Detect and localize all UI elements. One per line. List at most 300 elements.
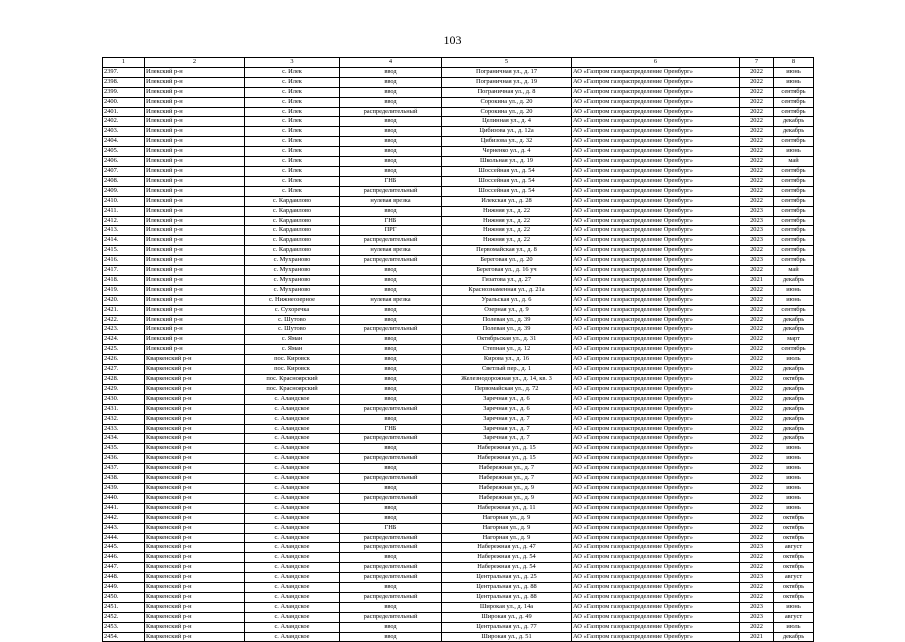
cell-row-number: 2432. [103,414,145,424]
cell-month: октябрь [774,523,814,533]
cell-district: Кваркенский р-н [145,523,245,533]
cell-address: Первомайская ул., д. 72 [442,384,572,394]
cell-address: Шоссейная ул., д. 54 [442,176,572,186]
cell-address: Степная ул., д. 12 [442,345,572,355]
cell-year: 2022 [740,583,774,593]
cell-year: 2022 [740,345,774,355]
cell-pipeline-type: ввод [340,553,442,563]
cell-month: сентябрь [774,97,814,107]
cell-settlement: с. Аландское [245,513,340,523]
table-row [103,206,814,216]
cell-address: Нагорная ул., д. 9 [442,533,572,543]
table-row [103,444,814,454]
cell-year: 2022 [740,622,774,632]
cell-address: Илекская ул., д. 28 [442,196,572,206]
cell-row-number: 2445. [103,543,145,553]
cell-district: Илекский р-н [145,275,245,285]
cell-row-number: 2407. [103,166,145,176]
table-row [103,137,814,147]
cell-pipeline-type: распределительный [340,533,442,543]
cell-district: Илекский р-н [145,166,245,176]
cell-settlement: с. Аландское [245,553,340,563]
cell-month: декабрь [774,424,814,434]
cell-month: июнь [774,602,814,612]
table-row [103,226,814,236]
cell-district: Илекский р-н [145,176,245,186]
cell-row-number: 2447. [103,563,145,573]
cell-month: июнь [774,493,814,503]
cell-row-number: 2450. [103,592,145,602]
cell-settlement: с. Шутово [245,325,340,335]
table-row [103,632,814,642]
cell-address: Нагорная ул., д. 9 [442,513,572,523]
cell-year: 2022 [740,384,774,394]
cell-address: Краснознаменная ул., д. 21а [442,285,572,295]
table-row [103,196,814,206]
table-row [103,345,814,355]
cell-district: Илекский р-н [145,196,245,206]
table-row [103,295,814,305]
cell-district: Кваркенский р-н [145,404,245,414]
cell-year: 2022 [740,434,774,444]
cell-row-number: 2409. [103,186,145,196]
cell-settlement: с. Аландское [245,493,340,503]
table-row [103,77,814,87]
cell-address: Школьная ул., д. 19 [442,157,572,167]
cell-organization: АО «Газпром газораспределение Оренбург» [572,87,740,97]
table-row [103,305,814,315]
cell-month: декабрь [774,434,814,444]
cell-year: 2023 [740,216,774,226]
cell-organization: АО «Газпром газораспределение Оренбург» [572,464,740,474]
cell-organization: АО «Газпром газораспределение Оренбург» [572,176,740,186]
cell-address: Гизатова ул., д. 27 [442,275,572,285]
cell-settlement: с. Илек [245,107,340,117]
cell-year: 2022 [740,157,774,167]
cell-row-number: 2436. [103,454,145,464]
cell-year: 2021 [740,275,774,285]
cell-address: Заречная ул., д. 7 [442,424,572,434]
table-row [103,622,814,632]
cell-year: 2022 [740,186,774,196]
cell-district: Илекский р-н [145,236,245,246]
cell-district: Илекский р-н [145,87,245,97]
cell-month: июнь [774,483,814,493]
table-row [103,424,814,434]
cell-month: март [774,335,814,345]
cell-row-number: 2413. [103,226,145,236]
cell-month: сентябрь [774,206,814,216]
cell-district: Кваркенский р-н [145,483,245,493]
cell-organization: АО «Газпром газораспределение Оренбург» [572,285,740,295]
cell-month: декабрь [774,394,814,404]
cell-district: Кваркенский р-н [145,602,245,612]
cell-settlement: с. Аландское [245,543,340,553]
cell-address: Пограничная ул., д. 19 [442,77,572,87]
cell-month: октябрь [774,375,814,385]
cell-organization: АО «Газпром газораспределение Оренбург» [572,394,740,404]
cell-year: 2023 [740,226,774,236]
cell-pipeline-type: ввод [340,384,442,394]
cell-year: 2022 [740,295,774,305]
cell-month: сентябрь [774,196,814,206]
cell-month: июнь [774,147,814,157]
cell-organization: АО «Газпром газораспределение Оренбург» [572,454,740,464]
cell-row-number: 2418. [103,275,145,285]
cell-settlement: с. Аландское [245,434,340,444]
table-row [103,513,814,523]
cell-row-number: 2419. [103,285,145,295]
table-row [103,87,814,97]
cell-organization: АО «Газпром газораспределение Оренбург» [572,117,740,127]
cell-address: Заречная ул., д. 7 [442,414,572,424]
cell-row-number: 2414. [103,236,145,246]
cell-pipeline-type: ввод [340,157,442,167]
cell-year: 2022 [740,444,774,454]
cell-organization: АО «Газпром газораспределение Оренбург» [572,583,740,593]
cell-month: сентябрь [774,305,814,315]
cell-row-number: 2405. [103,147,145,157]
cell-organization: АО «Газпром газораспределение Оренбург» [572,325,740,335]
column-number: 7 [740,58,774,68]
cell-pipeline-type: распределительный [340,186,442,196]
cell-row-number: 2398. [103,77,145,87]
cell-pipeline-type: ввод [340,77,442,87]
cell-organization: АО «Газпром газораспределение Оренбург» [572,533,740,543]
cell-address: Набережная ул., д. 54 [442,563,572,573]
cell-month: июнь [774,454,814,464]
cell-organization: АО «Газпром газораспределение Оренбург» [572,543,740,553]
cell-address: Набережная ул., д. 7 [442,474,572,484]
cell-year: 2021 [740,632,774,642]
cell-settlement: с. Илек [245,77,340,87]
cell-settlement: с. Аландское [245,573,340,583]
cell-pipeline-type: ввод [340,206,442,216]
column-number: 5 [442,58,572,68]
cell-row-number: 2452. [103,612,145,622]
table-row [103,394,814,404]
cell-address: Береговая ул., д. 16 уч [442,266,572,276]
cell-pipeline-type: ввод [340,137,442,147]
cell-pipeline-type: распределительный [340,612,442,622]
cell-organization: АО «Газпром газораспределение Оренбург» [572,553,740,563]
table-row [103,434,814,444]
cell-year: 2022 [740,315,774,325]
gasification-register-table [102,57,814,642]
cell-pipeline-type: нулевая врезка [340,196,442,206]
cell-organization: АО «Газпром газораспределение Оренбург» [572,513,740,523]
cell-district: Кваркенский р-н [145,424,245,434]
cell-organization: АО «Газпром газораспределение Оренбург» [572,474,740,484]
cell-district: Кваркенский р-н [145,563,245,573]
cell-settlement: пос. Кировск [245,355,340,365]
cell-district: Кваркенский р-н [145,365,245,375]
cell-organization: АО «Газпром газораспределение Оренбург» [572,157,740,167]
cell-row-number: 2426. [103,355,145,365]
cell-settlement: с. Илек [245,186,340,196]
cell-month: сентябрь [774,216,814,226]
cell-year: 2022 [740,464,774,474]
table-row [103,464,814,474]
cell-row-number: 2397. [103,67,145,77]
cell-pipeline-type: ввод [340,444,442,454]
cell-pipeline-type: ввод [340,166,442,176]
cell-settlement: с. Нижнеозерное [245,295,340,305]
cell-organization: АО «Газпром газораспределение Оренбург» [572,602,740,612]
cell-district: Кваркенский р-н [145,573,245,583]
cell-district: Илекский р-н [145,117,245,127]
cell-address: Заречная ул., д. 6 [442,404,572,414]
cell-pipeline-type: ввод [340,345,442,355]
cell-row-number: 2403. [103,127,145,137]
cell-row-number: 2434. [103,434,145,444]
cell-organization: АО «Газпром газораспределение Оренбург» [572,67,740,77]
cell-settlement: с. Мухраново [245,285,340,295]
table-row [103,246,814,256]
cell-district: Илекский р-н [145,216,245,226]
cell-year: 2022 [740,394,774,404]
cell-district: Кваркенский р-н [145,454,245,464]
cell-year: 2022 [740,563,774,573]
cell-row-number: 2437. [103,464,145,474]
cell-row-number: 2411. [103,206,145,216]
cell-pipeline-type: ввод [340,147,442,157]
cell-address: Центральная ул., д. 88 [442,592,572,602]
cell-district: Кваркенский р-н [145,503,245,513]
cell-address: Набережная ул., д. 47 [442,543,572,553]
cell-address: Нижняя ул., д. 22 [442,226,572,236]
table-row [103,533,814,543]
cell-settlement: с. Мухраново [245,275,340,285]
cell-row-number: 2412. [103,216,145,226]
cell-organization: АО «Газпром газораспределение Оренбург» [572,404,740,414]
cell-organization: АО «Газпром газораспределение Оренбург» [572,483,740,493]
table-row [103,553,814,563]
cell-district: Илекский р-н [145,186,245,196]
cell-settlement: с. Аландское [245,424,340,434]
cell-month: октябрь [774,583,814,593]
cell-organization: АО «Газпром газораспределение Оренбург» [572,127,740,137]
cell-settlement: с. Илек [245,117,340,127]
cell-settlement: с. Аландское [245,632,340,642]
cell-district: Кваркенский р-н [145,384,245,394]
cell-organization: АО «Газпром газораспределение Оренбург» [572,275,740,285]
cell-settlement: с. Илек [245,147,340,157]
cell-pipeline-type: распределительный [340,563,442,573]
cell-year: 2023 [740,543,774,553]
table-row [103,107,814,117]
cell-district: Кваркенский р-н [145,434,245,444]
cell-row-number: 2429. [103,384,145,394]
cell-address: Полевая ул., д. 39 [442,315,572,325]
cell-pipeline-type: ГНБ [340,216,442,226]
cell-organization: АО «Газпром газораспределение Оренбург» [572,107,740,117]
table-row [103,216,814,226]
cell-district: Илекский р-н [145,335,245,345]
cell-organization: АО «Газпром газораспределение Оренбург» [572,493,740,503]
cell-district: Илекский р-н [145,295,245,305]
table-row [103,483,814,493]
cell-address: Сорокина ул., д. 20 [442,107,572,117]
table-row [103,176,814,186]
table-row [103,275,814,285]
cell-row-number: 2401. [103,107,145,117]
cell-year: 2022 [740,404,774,414]
cell-district: Илекский р-н [145,206,245,216]
cell-settlement: пос. Кировск [245,365,340,375]
cell-year: 2022 [740,67,774,77]
cell-address: Центральная ул., д. 25 [442,573,572,583]
cell-row-number: 2438. [103,474,145,484]
cell-address: Широкая ул., д. 51 [442,632,572,642]
cell-month: декабрь [774,632,814,642]
cell-month: октябрь [774,553,814,563]
cell-organization: АО «Газпром газораспределение Оренбург» [572,632,740,642]
cell-address: Набережная ул., д. 9 [442,483,572,493]
table-row [103,266,814,276]
cell-address: Нижняя ул., д. 22 [442,206,572,216]
cell-district: Кваркенский р-н [145,394,245,404]
cell-pipeline-type: нулевая врезка [340,246,442,256]
table-row [103,117,814,127]
cell-row-number: 2404. [103,137,145,147]
cell-row-number: 2420. [103,295,145,305]
cell-pipeline-type: распределительный [340,256,442,266]
cell-settlement: с. Кардаилово [245,246,340,256]
table-row [103,474,814,484]
cell-district: Кваркенский р-н [145,632,245,642]
cell-organization: АО «Газпром газораспределение Оренбург» [572,592,740,602]
table-row [103,503,814,513]
cell-pipeline-type: распределительный [340,454,442,464]
cell-district: Илекский р-н [145,226,245,236]
cell-organization: АО «Газпром газораспределение Оренбург» [572,166,740,176]
cell-district: Илекский р-н [145,256,245,266]
cell-organization: АО «Газпром газораспределение Оренбург» [572,315,740,325]
cell-settlement: с. Кардаилово [245,226,340,236]
cell-year: 2022 [740,493,774,503]
cell-month: июль [774,355,814,365]
cell-year: 2022 [740,97,774,107]
cell-year: 2022 [740,553,774,563]
cell-year: 2022 [740,266,774,276]
cell-organization: АО «Газпром газораспределение Оренбург» [572,563,740,573]
cell-settlement: с. Мухраново [245,266,340,276]
cell-pipeline-type: ГНБ [340,176,442,186]
cell-row-number: 2451. [103,602,145,612]
cell-district: Илекский р-н [145,97,245,107]
column-number-row [103,58,814,68]
cell-address: Нагорная ул., д. 9 [442,523,572,533]
cell-address: Полевая ул., д. 39 [442,325,572,335]
cell-row-number: 2415. [103,246,145,256]
cell-settlement: с. Илек [245,127,340,137]
cell-year: 2022 [740,285,774,295]
cell-organization: АО «Газпром газораспределение Оренбург» [572,345,740,355]
cell-district: Кваркенский р-н [145,622,245,632]
cell-pipeline-type: ввод [340,117,442,127]
cell-organization: АО «Газпром газораспределение Оренбург» [572,77,740,87]
cell-organization: АО «Газпром газораспределение Оренбург» [572,295,740,305]
cell-year: 2022 [740,77,774,87]
cell-pipeline-type: ввод [340,414,442,424]
cell-pipeline-type: ГНБ [340,424,442,434]
cell-district: Илекский р-н [145,157,245,167]
cell-organization: АО «Газпром газораспределение Оренбург» [572,216,740,226]
cell-settlement: с. Аландское [245,474,340,484]
cell-address: Набережная ул., д. 15 [442,454,572,464]
cell-pipeline-type: распределительный [340,404,442,414]
cell-district: Илекский р-н [145,246,245,256]
cell-row-number: 2417. [103,266,145,276]
cell-settlement: с. Аландское [245,503,340,513]
cell-address: Набережная ул., д. 7 [442,464,572,474]
table-row [103,147,814,157]
cell-pipeline-type: ввод [340,622,442,632]
cell-row-number: 2442. [103,513,145,523]
cell-settlement: с. Аландское [245,444,340,454]
cell-month: июнь [774,285,814,295]
cell-pipeline-type: ввод [340,583,442,593]
cell-organization: АО «Газпром газораспределение Оренбург» [572,414,740,424]
cell-year: 2022 [740,107,774,117]
cell-row-number: 2446. [103,553,145,563]
cell-settlement: с. Кардаилово [245,206,340,216]
cell-month: декабрь [774,275,814,285]
cell-pipeline-type: ввод [340,602,442,612]
cell-row-number: 2444. [103,533,145,543]
cell-row-number: 2402. [103,117,145,127]
table-row [103,602,814,612]
cell-year: 2022 [740,592,774,602]
cell-settlement: с. Аландское [245,592,340,602]
cell-pipeline-type: ГНБ [340,523,442,533]
cell-row-number: 2441. [103,503,145,513]
cell-row-number: 2406. [103,157,145,167]
cell-month: сентябрь [774,256,814,266]
table-row [103,127,814,137]
cell-settlement: с. Яман [245,345,340,355]
cell-district: Кваркенский р-н [145,355,245,365]
cell-year: 2022 [740,533,774,543]
table-row [103,285,814,295]
cell-pipeline-type: распределительный [340,107,442,117]
cell-organization: АО «Газпром газораспределение Оренбург» [572,503,740,513]
cell-year: 2023 [740,573,774,583]
cell-year: 2022 [740,137,774,147]
cell-month: июнь [774,474,814,484]
cell-month: сентябрь [774,246,814,256]
cell-pipeline-type: ввод [340,394,442,404]
cell-pipeline-type: ввод [340,285,442,295]
table-row [103,355,814,365]
cell-address: Шоссейная ул., д. 54 [442,186,572,196]
cell-organization: АО «Газпром газораспределение Оренбург» [572,523,740,533]
cell-address: Центральная ул., д. 77 [442,622,572,632]
cell-month: декабрь [774,127,814,137]
cell-district: Кваркенский р-н [145,513,245,523]
cell-year: 2022 [740,454,774,464]
table-row [103,315,814,325]
cell-month: сентябрь [774,226,814,236]
cell-address: Набережная ул., д. 15 [442,444,572,454]
cell-settlement: с. Шутово [245,315,340,325]
table-row [103,414,814,424]
cell-year: 2023 [740,206,774,216]
cell-pipeline-type: ввод [340,266,442,276]
cell-organization: АО «Газпром газораспределение Оренбург» [572,434,740,444]
cell-district: Кваркенский р-н [145,474,245,484]
